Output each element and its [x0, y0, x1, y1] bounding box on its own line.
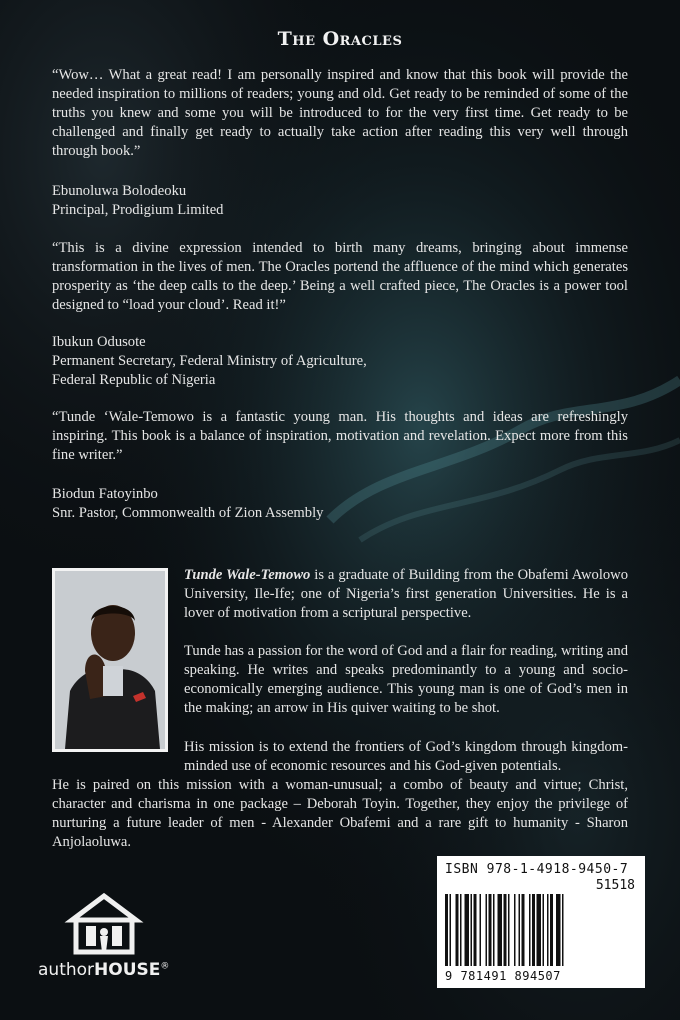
- publisher-name: [38, 960, 169, 980]
- barcode-bar: [471, 894, 473, 966]
- endorser-role-line2: Federal Republic of Nigeria: [52, 372, 216, 388]
- endorser-role: Permanent Secretary, Federal Ministry of Agriculture,: [52, 353, 367, 369]
- author-bio-passion: Tunde has a passion for the word of God and a flair for reading, writing and speaking. He writes and speaks predominantly to a young and socio-economically emerging audience. This young man is one of God’s men in the making; an arrow in His quiver waiting to be shot.: [184, 643, 628, 716]
- author-bio-intro-text: is a graduate of Building from the Obafemi Awolowo University, Ile-Ife; one of Nigeria’s first generation Universities. He is a lover of motivation from a scriptural perspective.: [184, 567, 629, 621]
- barcode-bar: [480, 894, 482, 966]
- barcode-bar: [519, 894, 521, 966]
- barcode-bar: [498, 894, 503, 966]
- endorsement-quote-3: “Tunde ‘Wale-Temowo is a fantastic young man. His thoughts and ideas are refreshingly inspiring. This book is a balance of inspiration, motivation and revelation. Expect more from this fine writer.”: [52, 409, 628, 463]
- barcode-bar: [508, 894, 510, 966]
- barcode-bar: [450, 894, 452, 966]
- barcode-bar: [550, 894, 553, 966]
- barcode-bar: [465, 894, 470, 966]
- barcode-bar: [562, 894, 564, 966]
- barcode-bar: [474, 894, 477, 966]
- barcode-bar: [445, 894, 448, 966]
- barcode-bar: [547, 894, 549, 966]
- barcode-bar: [556, 894, 561, 966]
- barcode-bar: [504, 894, 507, 966]
- endorsement-byline-3: [52, 485, 628, 523]
- author-photo: [52, 568, 168, 752]
- endorser-role: Principal, Prodigium Limited: [52, 202, 224, 218]
- author-bio-family: He is paired on this mission with a woman-unusual; a combo of beauty and virtue; Christ, character and charisma in one package – Deborah Toyin. Together, they enjoy the privilege of nurturing a future leader of men - Alexander Obafemi and a rare gift to humanity - Sharon Anjolaoluwa.: [52, 777, 628, 850]
- barcode-bar: [522, 894, 525, 966]
- isbn-barcode: [437, 856, 645, 988]
- isbn-number: ISBN 978-1-4918-9450-7: [445, 862, 629, 877]
- barcode-bar: [532, 894, 535, 966]
- endorser-role: Snr. Pastor, Commonwealth of Zion Assembly: [52, 505, 324, 521]
- barcode-bar: [489, 894, 492, 966]
- book-title: The Oracles: [277, 28, 403, 50]
- ean-number: 9 781491 894507: [445, 969, 561, 983]
- endorser-name: Biodun Fatoyinbo: [52, 486, 158, 502]
- endorsement-quote-1: “Wow… What a great read! I am personally inspired and know that this book will provide the needed inspiration to millions of readers; young and old. Get ready to be reminded of some of the truths you knew and some you will be introduced to for the very first time. Get ready to be challenged and finally get ready to actually take action after reading this very well through through book.”: [52, 67, 628, 159]
- price-code: 51518: [595, 878, 635, 893]
- author-name: Tunde Wale-Temowo: [184, 567, 311, 583]
- author-bio-mission: [52, 738, 628, 852]
- barcode-bar: [543, 894, 545, 966]
- barcode-bar: [460, 894, 462, 966]
- endorsement-quote-2: “This is a divine expression intended to birth many dreams, bringing about immense transformation in the lives of men. The Oracles portend the affluence of the mind which generates prosperity as ‘the deep calls to the deep.’ Being a well crafted piece, The Oracles is a power tool designed to “load your cloud’. Read it!”: [52, 240, 628, 313]
- barcode-bar: [486, 894, 488, 966]
- endorsement-byline-2: [52, 333, 628, 390]
- barcode-bar: [456, 894, 459, 966]
- barcode-bar: [493, 894, 495, 966]
- publisher-name-light: author: [38, 960, 95, 980]
- endorsement-byline-1: [52, 182, 628, 220]
- barcode-bar: [537, 894, 542, 966]
- author-bio-mission-text: His mission is to extend the frontiers of God’s kingdom through kingdom-minded use of economic resources and his God-given potentials.: [184, 739, 628, 774]
- endorser-name: Ibukun Odusote: [52, 334, 146, 350]
- publisher-name-bold: HOUSE: [94, 960, 161, 980]
- author-bio-intro: [184, 566, 628, 623]
- barcode-bar: [529, 894, 531, 966]
- endorser-name: Ebunoluwa Bolodeoku: [52, 183, 187, 199]
- barcode-bars: [445, 894, 637, 966]
- registered-mark: ®: [160, 961, 170, 972]
- barcode-bar: [514, 894, 516, 966]
